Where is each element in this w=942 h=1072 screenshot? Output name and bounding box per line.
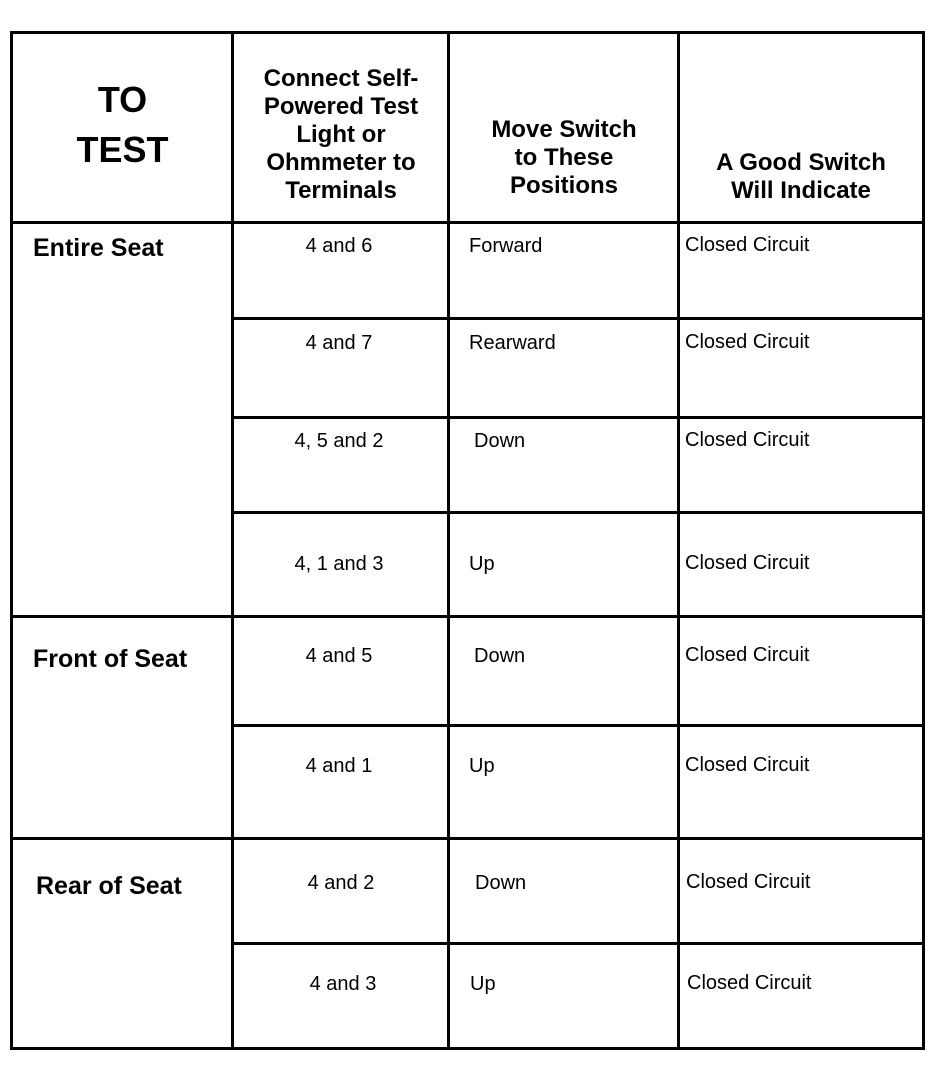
header-divider	[10, 221, 925, 224]
position-cell: Down	[474, 645, 526, 667]
terminals-cell: 4 and 5	[305, 645, 373, 667]
position-cell: Down	[475, 872, 527, 894]
group-label-entire-seat: Entire Seat	[33, 234, 164, 262]
header-terminals	[236, 60, 446, 210]
result-cell: Closed Circuit	[685, 234, 810, 256]
result-cell: Closed Circuit	[687, 972, 812, 994]
terminals-cell: 4 and 6	[305, 235, 373, 257]
column-divider	[447, 31, 450, 1050]
result-cell: Closed Circuit	[685, 331, 810, 353]
position-cell: Up	[469, 553, 495, 575]
terminals-cell: 4 and 1	[305, 755, 373, 777]
header-to-test-text: TO TEST	[76, 79, 169, 170]
terminals-cell: 4 and 3	[309, 973, 377, 995]
terminals-cell: 4, 1 and 3	[294, 553, 384, 575]
result-cell: Closed Circuit	[685, 429, 810, 451]
row-divider	[231, 511, 925, 514]
position-cell: Up	[469, 755, 495, 777]
group-label-rear-of-seat: Rear of Seat	[36, 872, 182, 900]
result-cell: Closed Circuit	[685, 552, 810, 574]
terminals-cell: 4, 5 and 2	[294, 430, 384, 452]
result-cell: Closed Circuit	[685, 644, 810, 666]
column-divider	[677, 31, 680, 1050]
header-positions-text: Move Switch to These Positions	[491, 116, 637, 199]
header-to-test	[20, 70, 225, 180]
terminals-cell: 4 and 2	[307, 872, 375, 894]
row-divider	[231, 317, 925, 320]
group-divider	[10, 615, 925, 618]
header-indicate-text: A Good Switch Will Indicate	[716, 149, 886, 204]
header-terminals-text: Connect Self-Powered Test Light or Ohmmeter to Terminals	[263, 65, 419, 204]
result-cell: Closed Circuit	[685, 754, 810, 776]
position-cell: Forward	[469, 235, 543, 257]
position-cell: Down	[474, 430, 526, 452]
group-label-front-of-seat: Front of Seat	[33, 645, 188, 673]
position-cell: Up	[470, 973, 496, 995]
group-divider	[10, 837, 925, 840]
row-divider	[231, 416, 925, 419]
result-cell: Closed Circuit	[686, 871, 811, 893]
header-positions	[452, 110, 676, 206]
header-indicate	[682, 145, 920, 209]
row-divider	[231, 942, 925, 945]
position-cell: Rearward	[469, 332, 556, 354]
terminals-cell: 4 and 7	[305, 332, 373, 354]
row-divider	[231, 724, 925, 727]
